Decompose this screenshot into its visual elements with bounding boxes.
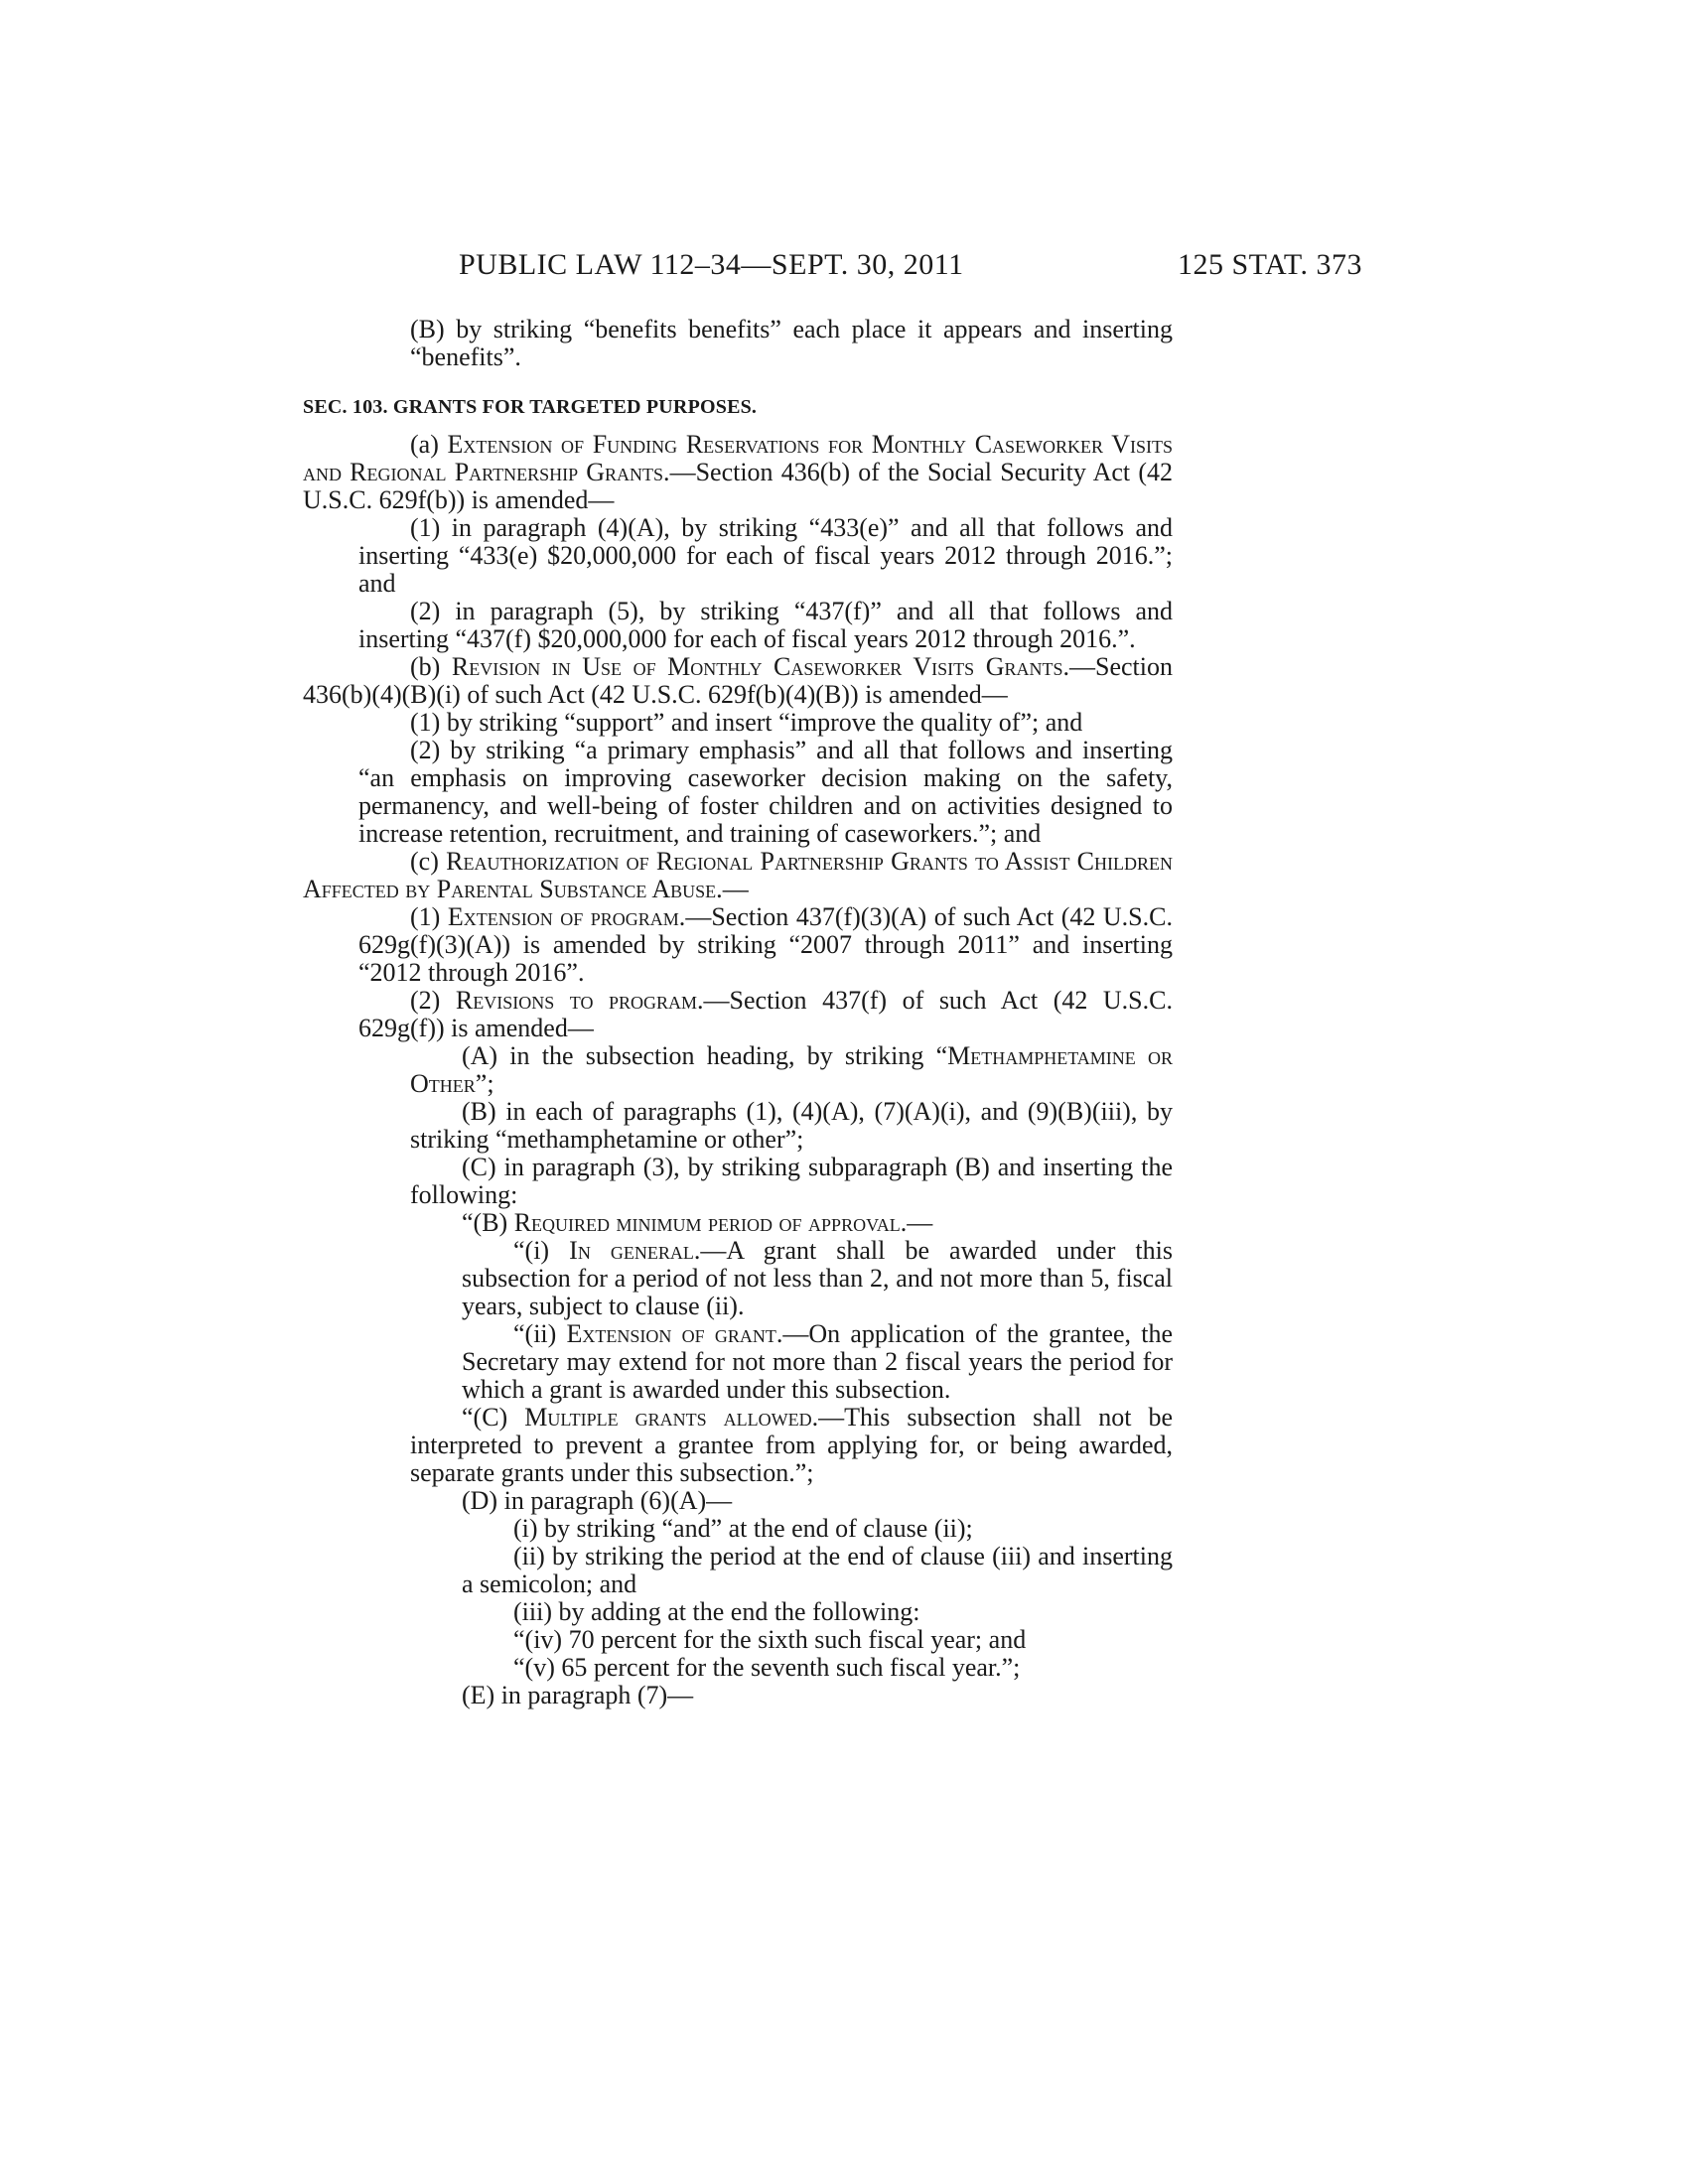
paragraph-a1: (1) in paragraph (4)(A), by striking “433(e)” and all that follows and inserting “433(e) $20,000,000 for each of fiscal years 2012 through 2016.”; and xyxy=(358,513,1173,598)
header-law-citation: PUBLIC LAW 112–34—SEPT. 30, 2011 xyxy=(459,248,964,281)
quoted-clause-iv: “(iv) 70 percent for the sixth such fiscal year; and xyxy=(513,1625,1027,1654)
quoted-subparagraph-C xyxy=(303,1404,1173,1487)
subparagraph-cC: (C) in paragraph (3), by striking subparagraph (B) and inserting the following: xyxy=(410,1153,1173,1209)
paragraph-a2: (2) in paragraph (5), by striking “437(f)” and all that follows and inserting “437(f) $20,000,000 for each of fiscal years 2012 through 2016.”. xyxy=(358,597,1173,653)
quoted-B-heading: Required minimum period of approval. xyxy=(513,1208,908,1237)
subsection-a-text: —Section 436(b) of the Social Security Act (42 U.S.C. 629f(b)) is amended— xyxy=(303,458,1173,514)
quoted-ii-heading: Extension of grant. xyxy=(566,1319,783,1348)
quoted-ii-text: —On application of the grantee, the Secretary may extend for not more than 2 fiscal years the period for which a grant is awarded under this subsection. xyxy=(462,1319,1173,1404)
quoted-clause-v: “(v) 65 percent for the seventh such fiscal year.”; xyxy=(513,1653,1021,1682)
header-stat-page: 125 STAT. 373 xyxy=(1177,248,1362,281)
subparagraph-cB: (B) in each of paragraphs (1), (4)(A), (7)(A)(i), and (9)(B)(iii), by striking “methamphetamine or other”; xyxy=(410,1097,1173,1154)
subsection-b-heading: Revision in Use of Monthly Caseworker Visits Grants. xyxy=(451,652,1069,681)
subsection-c-label: (c) xyxy=(410,847,447,876)
clause-cDii: (ii) by striking the period at the end of clause (iii) and inserting a semicolon; and xyxy=(462,1542,1173,1598)
subparagraph-cD: (D) in paragraph (6)(A)— xyxy=(462,1486,733,1515)
quoted-C-label: “(C) xyxy=(462,1403,525,1432)
paragraph-B-benefits: (B) by striking “benefits benefits” each place it appears and inserting “benefits”. xyxy=(410,315,1173,371)
subsection-c-dash: — xyxy=(722,875,749,903)
section-heading: SEC. 103. GRANTS FOR TARGETED PURPOSES. xyxy=(303,396,758,418)
quoted-B-label: “(B) xyxy=(462,1208,514,1237)
quoted-B-dash: — xyxy=(907,1208,933,1237)
paragraph-c2-label: (2) xyxy=(410,986,456,1015)
subparagraph-cA-post: ”; xyxy=(475,1069,494,1098)
paragraph-c2-text: —Section 437(f) of such Act (42 U.S.C. 629g(f)) is amended— xyxy=(358,986,1173,1042)
subparagraph-cE: (E) in paragraph (7)— xyxy=(462,1681,694,1709)
quoted-clause-ii xyxy=(303,1320,1173,1404)
subsection-a-heading: Extension of Funding Reservations for Monthly Caseworker Visits and Regional Partnership Grants. xyxy=(303,430,1173,486)
quoted-i-text: —A grant shall be awarded under this subsection for a period of not less than 2, and not more than 5, fiscal years, subject to clause (ii). xyxy=(462,1236,1173,1320)
quoted-C-text: —This subsection shall not be interpreted to prevent a grantee from applying for, or being awarded, separate grants under this subsection.”; xyxy=(410,1403,1173,1487)
paragraph-c1-heading: Extension of program. xyxy=(447,902,686,931)
quoted-clause-i xyxy=(303,1237,1173,1320)
paragraph-c2 xyxy=(303,987,1173,1042)
quoted-subparagraph-B xyxy=(303,1209,1173,1237)
subsection-a xyxy=(303,431,1173,514)
subsection-a-label: (a) xyxy=(410,430,448,459)
paragraph-c1-text: —Section 437(f)(3)(A) of such Act (42 U.S.C. 629g(f)(3)(A)) is amended by striking “2007 through 2011” and inserting “2012 through 2016”. xyxy=(358,902,1173,987)
quoted-i-label: “(i) xyxy=(513,1236,570,1265)
clause-cDiii: (iii) by adding at the end the following: xyxy=(513,1597,920,1626)
page-header xyxy=(459,248,1362,288)
subsection-c-heading: Reauthorization of Regional Partnership Grants to Assist Children Affected by Parental Substance Abuse. xyxy=(303,847,1174,903)
quoted-ii-label: “(ii) xyxy=(513,1319,567,1348)
paragraph-c1 xyxy=(303,903,1173,987)
subsection-b xyxy=(303,653,1173,709)
subsection-c xyxy=(303,848,1173,903)
clause-cDi: (i) by striking “and” at the end of clause (ii); xyxy=(513,1514,973,1543)
paragraph-b2: (2) by striking “a primary emphasis” and all that follows and inserting “an emphasis on improving caseworker decision making on the safety, permanency, and well-being of foster children and on activities designed to increase retention, recruitment, and training of caseworkers.”; and xyxy=(358,736,1173,848)
quoted-i-heading: In general. xyxy=(569,1236,701,1265)
subsection-b-text: —Section 436(b)(4)(B)(i) of such Act (42 U.S.C. 629f(b)(4)(B)) is amended— xyxy=(303,652,1173,709)
paragraph-c2-heading: Revisions to program. xyxy=(455,986,704,1015)
subparagraph-cA-pre: (A) in the subsection heading, by striking “ xyxy=(462,1041,948,1070)
quoted-C-heading: Multiple grants allowed. xyxy=(524,1403,819,1432)
subsection-b-label: (b) xyxy=(410,652,452,681)
subparagraph-cA-smallcaps: Methamphetamine or Other xyxy=(410,1041,1174,1098)
subparagraph-cA xyxy=(303,1042,1173,1098)
paragraph-b1: (1) by striking “support” and insert “improve the quality of”; and xyxy=(410,708,1083,737)
document-body xyxy=(303,316,1173,1709)
paragraph-c1-label: (1) xyxy=(410,902,448,931)
